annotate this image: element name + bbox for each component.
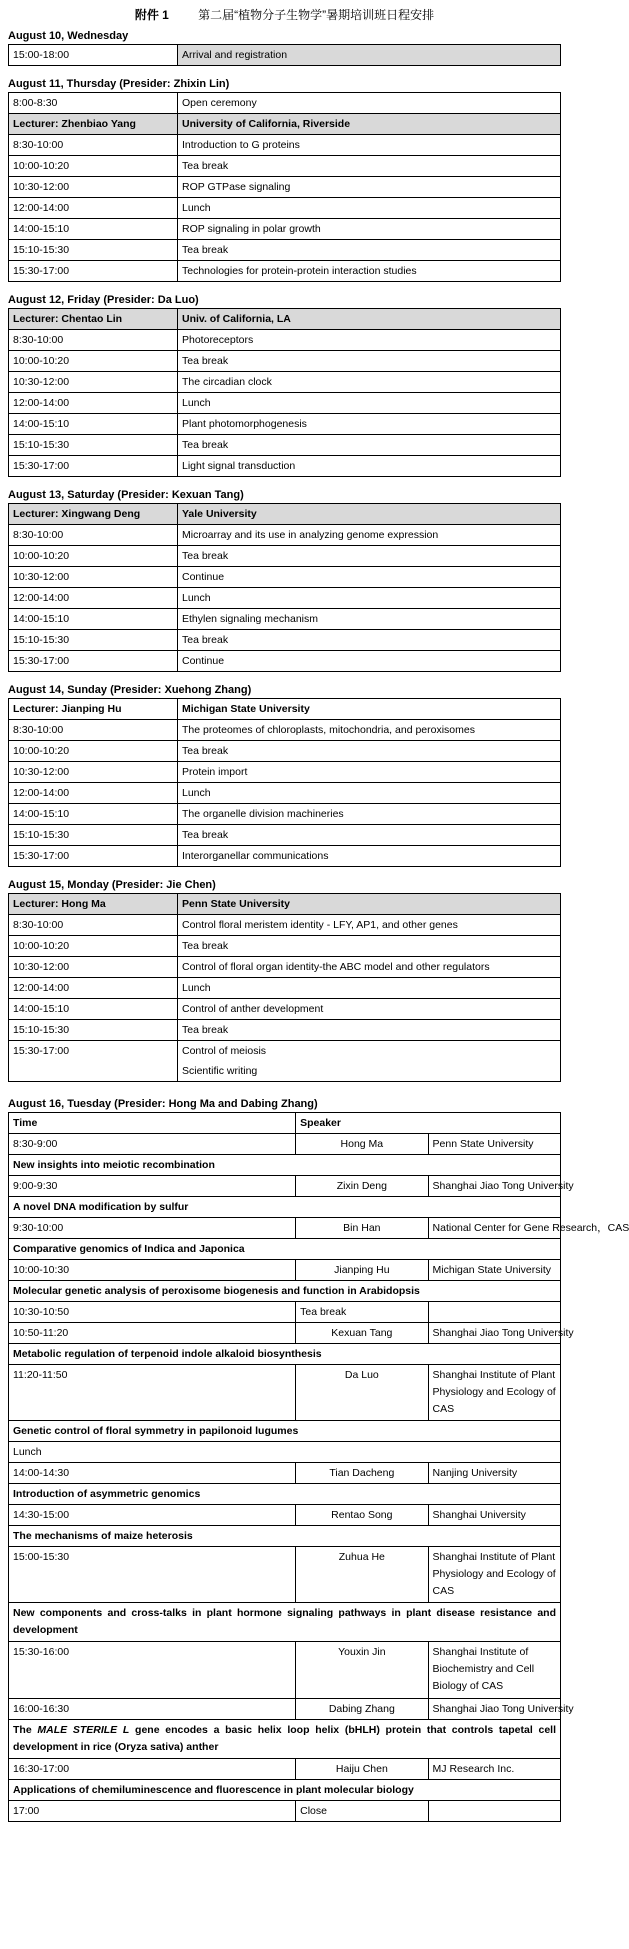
affiliation-cell: MJ Research Inc. <box>428 1759 560 1780</box>
table-row <box>9 783 561 804</box>
time-cell: 9:00-9:30 <box>9 1176 296 1197</box>
table-row <box>9 1505 561 1526</box>
time-cell: 8:30-10:00 <box>9 330 178 351</box>
table-row <box>9 240 561 261</box>
time-cell: 15:10-15:30 <box>9 1020 178 1041</box>
table-row <box>9 1260 561 1281</box>
topic-cell: Comparative genomics of Indica and Japonica <box>9 1239 561 1260</box>
table-row <box>9 1365 561 1421</box>
lecturer-row <box>9 504 561 525</box>
time-cell: 14:00-15:10 <box>9 609 178 630</box>
event-line-1: Control of meiosis <box>182 1045 267 1057</box>
topic-text: gene encodes a basic helix loop helix (bHLH) protein that controls tapetal cell development in rice (Oryza sativa) anther <box>13 1724 556 1753</box>
day-header-aug16: August 16, Tuesday (Presider: Hong Ma and Dabing Zhang) <box>8 1098 318 1110</box>
affiliation-cell: National Center for Gene Research，CAS <box>428 1218 560 1239</box>
topic-cell: The mechanisms of maize heterosis <box>9 1526 561 1547</box>
table-row <box>9 915 561 936</box>
time-cell: 17:00 <box>9 1801 296 1822</box>
table-row <box>9 1323 561 1344</box>
time-cell: 12:00-14:00 <box>9 198 178 219</box>
affiliation-cell: Shanghai Jiao Tong University <box>428 1699 560 1720</box>
schedule-table-aug15 <box>8 893 561 1082</box>
event-cell: Lunch <box>178 588 561 609</box>
institution-cell: University of California, Riverside <box>178 114 561 135</box>
time-cell: 15:10-15:30 <box>9 630 178 651</box>
table-row <box>9 219 561 240</box>
lecturer-cell: Lecturer: Hong Ma <box>9 894 178 915</box>
table-row <box>9 198 561 219</box>
event-cell: Control floral meristem identity - LFY, AP1, and other genes <box>178 915 561 936</box>
speaker-cell: Close <box>296 1801 428 1822</box>
time-cell: 12:00-14:00 <box>9 783 178 804</box>
schedule-table-aug10 <box>8 44 561 66</box>
time-cell: 14:00-15:10 <box>9 804 178 825</box>
speaker-cell: Youxin Jin <box>296 1642 428 1699</box>
event-cell: Tea break <box>178 351 561 372</box>
event-cell: Technologies for protein-protein interaction studies <box>178 261 561 282</box>
day-header-aug11: August 11, Thursday (Presider: Zhixin Lin) <box>8 78 230 90</box>
event-cell: ROP GTPase signaling <box>178 177 561 198</box>
table-row <box>9 978 561 999</box>
event-cell: Continue <box>178 567 561 588</box>
time-cell: 10:00-10:20 <box>9 156 178 177</box>
day-header-aug10: August 10, Wednesday <box>8 30 129 42</box>
table-row <box>9 1020 561 1041</box>
lecturer-cell: Lecturer: Jianping Hu <box>9 699 178 720</box>
speaker-cell: Da Luo <box>296 1365 428 1421</box>
table-row <box>9 261 561 282</box>
speaker-cell: Dabing Zhang <box>296 1699 428 1720</box>
event-cell: Interorganellar communications <box>178 846 561 867</box>
schedule-table-aug11 <box>8 92 561 282</box>
schedule-table-aug14 <box>8 698 561 867</box>
table-row <box>9 567 561 588</box>
event-cell: Tea break <box>178 435 561 456</box>
day-header-aug15: August 15, Monday (Presider: Jie Chen) <box>8 879 216 891</box>
time-cell: 15:30-17:00 <box>9 846 178 867</box>
speaker-cell: Tea break <box>296 1302 428 1323</box>
speaker-cell: Haiju Chen <box>296 1759 428 1780</box>
lunch-cell: Lunch <box>9 1442 561 1463</box>
event-cell: Tea break <box>178 630 561 651</box>
event-cell: Control of floral organ identity-the ABC model and other regulators <box>178 957 561 978</box>
institution-cell: Penn State University <box>178 894 561 915</box>
schedule-table-aug13 <box>8 503 561 672</box>
table-row <box>9 546 561 567</box>
time-cell: 11:20-11:50 <box>9 1365 296 1421</box>
event-cell: Tea break <box>178 936 561 957</box>
time-cell: 10:00-10:20 <box>9 741 178 762</box>
topic-cell: Metabolic regulation of terpenoid indole alkaloid biosynthesis <box>9 1344 561 1365</box>
table-row <box>9 1041 561 1082</box>
time-cell: 10:30-12:00 <box>9 762 178 783</box>
time-cell: 12:00-14:00 <box>9 393 178 414</box>
time-cell: 10:30-10:50 <box>9 1302 296 1323</box>
affiliation-cell: Nanjing University <box>428 1463 560 1484</box>
event-cell: Tea break <box>178 156 561 177</box>
affiliation-cell: Shanghai University <box>428 1505 560 1526</box>
affiliation-cell: Shanghai Jiao Tong University <box>428 1323 560 1344</box>
time-cell: 15:30-17:00 <box>9 651 178 672</box>
schedule-table-aug16 <box>8 1112 629 1822</box>
speaker-cell: Tian Dacheng <box>296 1463 428 1484</box>
topic-row <box>9 1344 561 1365</box>
day-header-aug13: August 13, Saturday (Presider: Kexuan Tang) <box>8 489 244 501</box>
event-cell: Tea break <box>178 546 561 567</box>
time-cell: 10:00-10:30 <box>9 1260 296 1281</box>
table-row <box>9 93 561 114</box>
table-row <box>9 1442 561 1463</box>
table-row <box>9 414 561 435</box>
time-cell: 8:30-10:00 <box>9 135 178 156</box>
lecturer-row <box>9 309 561 330</box>
speaker-cell: Jianping Hu <box>296 1260 428 1281</box>
affiliation-cell <box>428 1302 560 1323</box>
lecturer-cell: Lecturer: Zhenbiao Yang <box>9 114 178 135</box>
table-row <box>9 1547 561 1603</box>
table-row <box>9 456 561 477</box>
table-row <box>9 825 561 846</box>
institution-cell: Yale University <box>178 504 561 525</box>
time-cell: 8:30-9:00 <box>9 1134 296 1155</box>
time-cell: 16:00-16:30 <box>9 1699 296 1720</box>
event-cell <box>178 1041 561 1082</box>
speaker-header: Speaker <box>296 1113 561 1134</box>
topic-cell: A novel DNA modification by sulfur <box>9 1197 561 1218</box>
table-row <box>9 804 561 825</box>
event-cell: Tea break <box>178 240 561 261</box>
table-row <box>9 45 561 66</box>
event-cell: Ethylen signaling mechanism <box>178 609 561 630</box>
topic-row <box>9 1281 561 1302</box>
topic-row <box>9 1484 561 1505</box>
lecturer-row <box>9 699 561 720</box>
time-cell: 12:00-14:00 <box>9 978 178 999</box>
time-cell: 15:10-15:30 <box>9 825 178 846</box>
lecturer-row <box>9 114 561 135</box>
affiliation-cell: Penn State University <box>428 1134 560 1155</box>
time-cell: 10:30-12:00 <box>9 177 178 198</box>
time-cell: 10:30-12:00 <box>9 567 178 588</box>
spacer <box>8 1082 561 1096</box>
table-row <box>9 651 561 672</box>
time-cell: 8:30-10:00 <box>9 915 178 936</box>
time-cell: 16:30-17:00 <box>9 1759 296 1780</box>
topic-row <box>9 1780 561 1801</box>
time-cell: 10:30-12:00 <box>9 372 178 393</box>
time-cell: 8:30-10:00 <box>9 525 178 546</box>
event-cell: Light signal transduction <box>178 456 561 477</box>
day-header-aug14: August 14, Sunday (Presider: Xuehong Zhang) <box>8 684 252 696</box>
annex-label: 附件 1 <box>134 8 169 22</box>
event-cell: The organelle division machineries <box>178 804 561 825</box>
speaker-cell: Zixin Deng <box>296 1176 428 1197</box>
topic-cell <box>9 1720 561 1759</box>
topic-cell: Molecular genetic analysis of peroxisome biogenesis and function in Arabidopsis <box>9 1281 561 1302</box>
event-cell: Arrival and registration <box>178 45 561 66</box>
time-cell: 10:30-12:00 <box>9 957 178 978</box>
lecturer-cell: Lecturer: Xingwang Deng <box>9 504 178 525</box>
table-row <box>9 1801 561 1822</box>
event-cell: Protein import <box>178 762 561 783</box>
topic-prefix: The <box>13 1724 38 1736</box>
event-cell: Tea break <box>178 825 561 846</box>
table-row <box>9 1463 561 1484</box>
topic-row <box>9 1421 561 1442</box>
speaker-cell: Zuhua He <box>296 1547 428 1603</box>
event-cell: Microarray and its use in analyzing genome expression <box>178 525 561 546</box>
time-header: Time <box>9 1113 296 1134</box>
speaker-cell: Hong Ma <box>296 1134 428 1155</box>
affiliation-cell: Shanghai Institute of Plant Physiology and Ecology of CAS <box>428 1547 560 1603</box>
event-cell: Lunch <box>178 198 561 219</box>
table-row <box>9 351 561 372</box>
table-row <box>9 762 561 783</box>
table-row <box>9 372 561 393</box>
time-cell: 8:30-10:00 <box>9 720 178 741</box>
time-cell: 14:00-15:10 <box>9 219 178 240</box>
time-cell: 15:10-15:30 <box>9 240 178 261</box>
table-row <box>9 720 561 741</box>
affiliation-cell: Shanghai Jiao Tong University <box>428 1176 560 1197</box>
table-row <box>9 1699 561 1720</box>
page-title <box>8 0 561 26</box>
speaker-cell: Bin Han <box>296 1218 428 1239</box>
topic-row <box>9 1526 561 1547</box>
speaker-cell: Rentao Song <box>296 1505 428 1526</box>
affiliation-cell <box>428 1801 560 1822</box>
event-cell: Tea break <box>178 741 561 762</box>
time-cell: 15:00-15:30 <box>9 1547 296 1603</box>
institution-cell: Michigan State University <box>178 699 561 720</box>
table-row <box>9 393 561 414</box>
table-row <box>9 177 561 198</box>
time-cell: 8:00-8:30 <box>9 93 178 114</box>
time-cell: 15:30-17:00 <box>9 1041 178 1082</box>
time-cell: 15:10-15:30 <box>9 435 178 456</box>
table-row <box>9 936 561 957</box>
affiliation-cell: Shanghai Institute of Plant Physiology and Ecology of CAS <box>428 1365 560 1421</box>
topic-cell: Genetic control of floral symmetry in papilonoid lugumes <box>9 1421 561 1442</box>
event-cell: Lunch <box>178 393 561 414</box>
event-cell: Photoreceptors <box>178 330 561 351</box>
table-row <box>9 1134 561 1155</box>
time-cell: 12:00-14:00 <box>9 588 178 609</box>
time-cell: 14:30-15:00 <box>9 1505 296 1526</box>
table-row <box>9 156 561 177</box>
time-cell: 15:30-17:00 <box>9 261 178 282</box>
day-header-aug12: August 12, Friday (Presider: Da Luo) <box>8 294 199 306</box>
table-row <box>9 1642 561 1699</box>
affiliation-cell: Shanghai Institute of Biochemistry and Cell Biology of CAS <box>428 1642 560 1699</box>
table-row <box>9 999 561 1020</box>
topic-cell: Applications of chemiluminescence and fluorescence in plant molecular biology <box>9 1780 561 1801</box>
time-cell: 15:30-17:00 <box>9 456 178 477</box>
event-cell: The circadian clock <box>178 372 561 393</box>
topic-cell: New components and cross-talks in plant hormone signaling pathways in plant disease resistance and development <box>9 1603 561 1642</box>
table-row <box>9 1218 561 1239</box>
table-row <box>9 1302 561 1323</box>
time-cell: 15:00-18:00 <box>9 45 178 66</box>
time-cell: 10:00-10:20 <box>9 546 178 567</box>
table-row <box>9 957 561 978</box>
event-cell: Lunch <box>178 783 561 804</box>
table-row <box>9 741 561 762</box>
event-cell: Plant photomorphogenesis <box>178 414 561 435</box>
header-row <box>9 1113 561 1134</box>
table-row <box>9 330 561 351</box>
topic-row <box>9 1155 561 1176</box>
event-cell: Lunch <box>178 978 561 999</box>
title-text: 第二届“植物分子生物学”暑期培训班日程安排 <box>198 8 435 22</box>
event-cell: Open ceremony <box>178 93 561 114</box>
event-cell: Continue <box>178 651 561 672</box>
event-line-2: Scientific writing <box>182 1065 258 1077</box>
table-row <box>9 435 561 456</box>
event-cell: ROP signaling in polar growth <box>178 219 561 240</box>
time-cell: 10:50-11:20 <box>9 1323 296 1344</box>
time-cell: 9:30-10:00 <box>9 1218 296 1239</box>
event-cell: Control of anther development <box>178 999 561 1020</box>
table-row <box>9 588 561 609</box>
table-row <box>9 846 561 867</box>
table-row <box>9 525 561 546</box>
event-cell: Introduction to G proteins <box>178 135 561 156</box>
event-cell: Tea break <box>178 1020 561 1041</box>
table-row <box>9 1176 561 1197</box>
table-row <box>9 1759 561 1780</box>
lecturer-cell: Lecturer: Chentao Lin <box>9 309 178 330</box>
topic-cell: Introduction of asymmetric genomics <box>9 1484 561 1505</box>
table-row <box>9 630 561 651</box>
time-cell: 10:00-10:20 <box>9 936 178 957</box>
table-row <box>9 609 561 630</box>
time-cell: 14:00-15:10 <box>9 999 178 1020</box>
gene-name: MALE STERILE L <box>37 1724 130 1736</box>
topic-row <box>9 1720 561 1759</box>
affiliation-cell: Michigan State University <box>428 1260 560 1281</box>
speaker-cell: Kexuan Tang <box>296 1323 428 1344</box>
topic-row <box>9 1603 561 1642</box>
institution-cell: Univ. of California, LA <box>178 309 561 330</box>
time-cell: 14:00-15:10 <box>9 414 178 435</box>
topic-row <box>9 1239 561 1260</box>
schedule-table-aug12 <box>8 308 561 477</box>
event-cell: The proteomes of chloroplasts, mitochondria, and peroxisomes <box>178 720 561 741</box>
table-row <box>9 135 561 156</box>
time-cell: 15:30-16:00 <box>9 1642 296 1699</box>
time-cell: 14:00-14:30 <box>9 1463 296 1484</box>
topic-cell: New insights into meiotic recombination <box>9 1155 561 1176</box>
time-cell: 10:00-10:20 <box>9 351 178 372</box>
topic-row <box>9 1197 561 1218</box>
lecturer-row <box>9 894 561 915</box>
